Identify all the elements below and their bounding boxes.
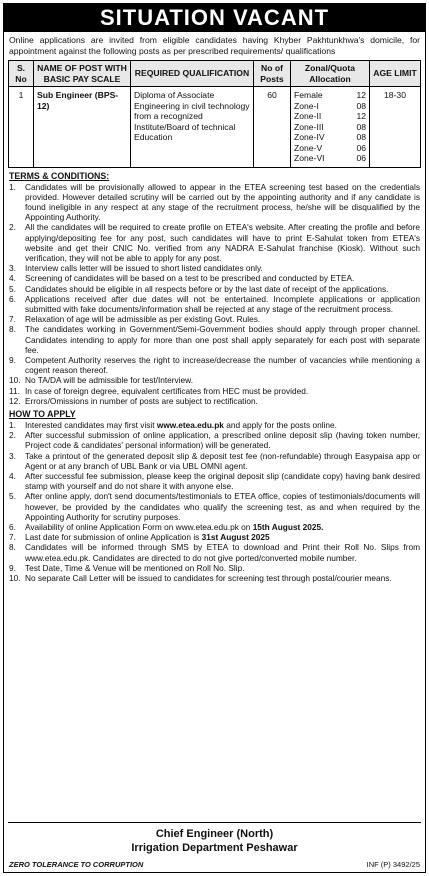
term-text: Errors/Omissions in number of posts are subject to rectification. — [25, 395, 258, 406]
zone-count: 12 — [356, 90, 366, 100]
zone-name: Zone-V — [294, 142, 323, 153]
apply-text — [25, 522, 420, 532]
apply-text-part: Availability of online Application Form on www.etea.edu.pk on — [25, 522, 253, 532]
term-text: Candidates should be eligible in all respects before or by the last date of receipt of the applications. — [25, 283, 389, 294]
term-number: 7. — [9, 314, 16, 325]
apply-text — [25, 420, 420, 430]
term-text: All the candidates will be required to create profile on ETEA's website. After creating the profile and before applying/depositing fee for any post, such candidates will have to print E-Sahulat token from ETEA's website and get their CNIC No. verified from any NADRA E-Sahulat franchise (Kiosk). Without such verification, they will not be able to apply for any post. — [25, 222, 420, 263]
apply-text — [25, 532, 420, 542]
header-age: AGE LIMIT — [370, 61, 421, 87]
term-number: 6. — [9, 293, 16, 304]
apply-text-bold: 15th August 2025. — [252, 522, 324, 532]
zone-count: 08 — [356, 100, 366, 111]
apply-number: 9. — [9, 562, 16, 573]
apply-number: 10. — [9, 573, 21, 584]
terms-heading: TERMS & CONDITIONS: — [9, 170, 110, 181]
header-zonal: Zonal/Quota Allocation — [291, 61, 370, 87]
cell-post: Sub Engineer (BPS-12) — [34, 87, 131, 168]
term-number: 11. — [9, 385, 20, 396]
cell-age: 18-30 — [370, 87, 421, 168]
apply-number: 1. — [9, 419, 16, 430]
apply-step — [9, 471, 420, 491]
zone-name: Zone-III — [294, 121, 324, 132]
apply-text-part: No separate Call Letter will be issued to candidates for screening test through postal/courier means. — [25, 573, 392, 584]
apply-text — [25, 563, 420, 573]
terms-list — [4, 182, 425, 406]
apply-text-part: Test Date, Time & Venue will be mentioned on Roll No. Slip. — [25, 562, 245, 573]
cell-qualification: Diploma of Associate Engineering in civil technology from a recognized Institute/Board of technical Education — [131, 87, 254, 168]
apply-text-bold: 31st August 2025 — [201, 532, 270, 543]
apply-number: 6. — [9, 522, 16, 532]
term-item — [9, 294, 420, 314]
term-text: Candidates will be provisionally allowed to appear in the ETEA screening test based on the credentials provided. However detailed scrutiny will be carried out by the appointing authority and if any candidate is found ineligible in any respect at any stage of the recruitment process, he/she will be disqualified by the Appointing Authority. — [25, 181, 420, 223]
zone-name: Zone-I — [294, 100, 319, 111]
apply-text — [25, 573, 420, 583]
inf-number: INF (P) 3492/25 — [366, 860, 420, 869]
term-number: 8. — [9, 324, 16, 335]
zone-list — [294, 90, 366, 164]
term-item — [9, 396, 420, 406]
zone-count: 08 — [356, 132, 366, 142]
apply-text-bold: www.etea.edu.pk — [156, 419, 224, 430]
term-text: In case of foreign degree, equivalent certificates from HEC must be provided. — [25, 385, 309, 396]
apply-step — [9, 573, 420, 583]
term-number: 9. — [9, 354, 16, 365]
term-text: No TA/DA will be admissible for test/Interview. — [25, 375, 193, 386]
header-post: NAME OF POST WITH BASIC PAY SCALE — [34, 61, 131, 87]
term-number: 12. — [9, 395, 21, 406]
apply-number: 7. — [9, 532, 16, 543]
zone-name: Zone-IV — [294, 132, 325, 142]
apply-text-part: Interested candidates may first visit — [25, 419, 157, 430]
apply-text — [25, 542, 420, 562]
cell-posts: 60 — [254, 87, 291, 168]
term-item — [9, 324, 420, 355]
term-number: 5. — [9, 283, 16, 294]
apply-step — [9, 532, 420, 542]
header-posts: No of Posts — [254, 61, 291, 87]
advertisement — [3, 3, 426, 873]
cell-zonal — [291, 87, 370, 168]
apply-text-part: After online apply, don't send documents/testimonials to ETEA office, copies of testimonials/documents will however, be provided by the candidates who qualify the screening test, as and when required by the Appointing Authority for scrutiny purposes. — [25, 491, 420, 522]
bottom-strip — [9, 860, 420, 869]
apply-step — [9, 542, 420, 562]
apply-number: 3. — [9, 450, 16, 461]
apply-text-part: After successful fee submission, please keep the original deposit slip (candidate copy) having bank desired stamp with yourself and do not share it with anyone else. — [25, 470, 420, 492]
term-item — [9, 375, 420, 385]
zone-name: Zone-VI — [294, 153, 325, 163]
header-qualification: REQUIRED QUALIFICATION — [131, 61, 254, 87]
zone-count: 06 — [356, 142, 366, 153]
term-item — [9, 263, 420, 273]
signatory-department: Irrigation Department Peshawar — [131, 842, 298, 854]
zone-name: Female — [294, 90, 323, 100]
banner-title: SITUATION VACANT — [4, 4, 425, 32]
posts-table — [8, 60, 421, 168]
cell-sno: 1 — [9, 87, 34, 168]
zero-tolerance-text: ZERO TOLERANCE TO CORRUPTION — [9, 860, 144, 869]
apply-step — [9, 420, 420, 430]
term-number: 3. — [9, 263, 16, 274]
term-item — [9, 355, 420, 375]
signature-block — [8, 822, 421, 862]
term-text: Screening of candidates will be based on a test to be prescribed and conducted by ETEA. — [25, 273, 355, 284]
apply-number: 5. — [9, 491, 16, 502]
apply-step — [9, 491, 420, 522]
apply-step — [9, 451, 420, 471]
apply-number: 8. — [9, 542, 16, 553]
apply-step — [9, 430, 420, 450]
zone-count: 06 — [356, 153, 366, 163]
table-row — [9, 87, 421, 168]
apply-text — [25, 491, 420, 522]
term-item — [9, 386, 420, 396]
term-item — [9, 182, 420, 223]
table-header-row — [9, 61, 421, 87]
term-text: Applications received after due dates will not be entertained. Incomplete applications or application submitted with fake documents/information shall be rejected at any stage of the recruitment process. — [25, 293, 420, 314]
apply-number: 4. — [9, 470, 16, 481]
term-item — [9, 284, 420, 294]
apply-number: 2. — [9, 430, 16, 441]
term-number: 10. — [9, 375, 21, 386]
apply-list — [4, 420, 425, 583]
term-number: 1. — [9, 181, 16, 192]
apply-text-part: Take a printout of the generated deposit slip & deposit test fee (non-refundable) through Easypaisa app or Agent or at any branch of UBL Bank or via UBL OMNI agent. — [25, 450, 420, 471]
term-item — [9, 222, 420, 263]
zone-name: Zone-II — [294, 111, 322, 121]
apply-heading: HOW TO APPLY — [9, 408, 76, 419]
signatory-title: Chief Engineer (North) — [155, 828, 274, 840]
term-text: Competent Authority reserves the right to increase/decrease the number of vacancies while mentioning a cogent reason thereof. — [25, 354, 420, 376]
apply-text-part: Last date for submission of online Application is — [25, 532, 202, 543]
term-text: The candidates working in Government/Semi-Government bodies should apply through proper channel. Candidates intending to apply for more than one post shall apply separately for each post with separate fee. — [25, 324, 420, 355]
term-number: 2. — [9, 222, 16, 233]
header-sno: S. No — [9, 61, 34, 87]
term-item — [9, 273, 420, 283]
apply-text — [25, 451, 420, 471]
term-text: Relaxation of age will be admissible as per existing Govt. Rules. — [25, 314, 261, 325]
term-number: 4. — [9, 273, 16, 284]
apply-text — [25, 430, 420, 450]
apply-text-part: and apply for the posts online. — [223, 419, 337, 430]
apply-text-part: Candidates will be informed through SMS by ETEA to download and Print their Roll No. Slips from www.etea.edu.pk. Candidates are directed to do not give ported/converted mobile number. — [25, 542, 420, 563]
apply-step — [9, 522, 420, 532]
term-item — [9, 314, 420, 324]
apply-text-part: After successful submission of online application, a prescribed online deposit slip (having token number, Project code & candidates' personal information) will be generated. — [25, 430, 420, 451]
intro-text: Online applications are invited from eligible candidates having Khyber Pakhtunkhwa's domicile, for appointment against the following posts as per prescribed requirements/ qualifications — [9, 35, 420, 56]
apply-step — [9, 563, 420, 573]
term-text: Interview calls letter will be issued to short listed candidates only. — [25, 263, 263, 274]
zone-count: 08 — [356, 121, 366, 132]
apply-text — [25, 471, 420, 491]
zone-count: 12 — [356, 111, 366, 121]
